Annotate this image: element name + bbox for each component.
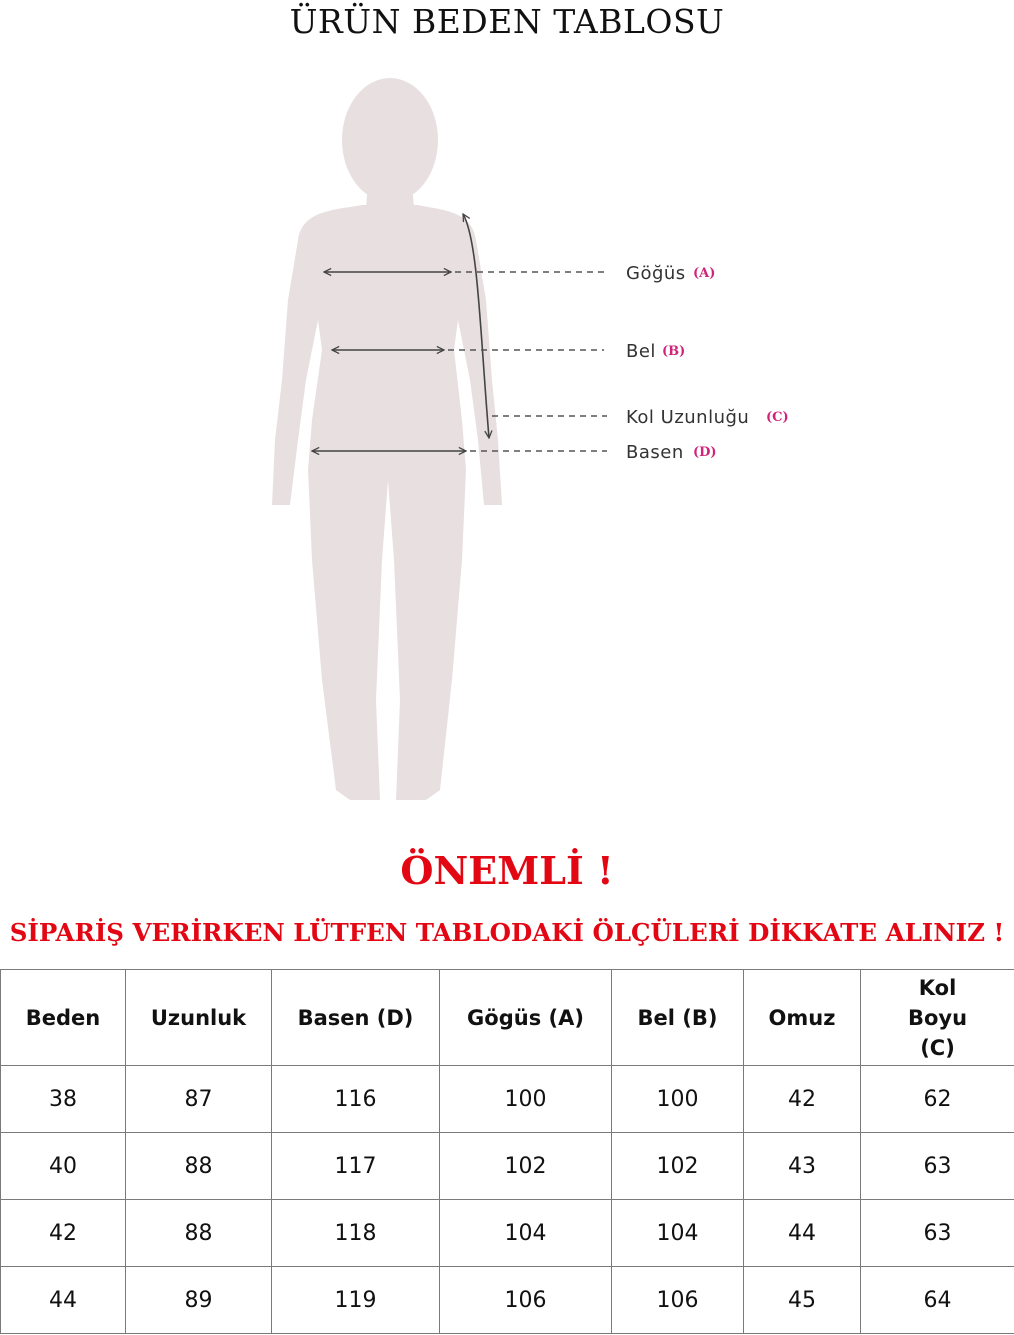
table-cell: 38 bbox=[1, 1066, 126, 1133]
table-cell: 45 bbox=[744, 1267, 861, 1334]
measurement-label: Göğüs bbox=[626, 263, 686, 284]
table-cell: 88 bbox=[126, 1133, 272, 1200]
body-measurement-figure bbox=[0, 60, 1014, 820]
table-cell: 104 bbox=[440, 1200, 612, 1267]
column-header: Basen (D) bbox=[272, 970, 440, 1066]
table-row bbox=[1, 1066, 1014, 1133]
column-header: Beden bbox=[1, 970, 126, 1066]
table-cell: 64 bbox=[861, 1267, 1014, 1334]
table-cell: 42 bbox=[744, 1066, 861, 1133]
table-cell: 42 bbox=[1, 1200, 126, 1267]
column-header: Omuz bbox=[744, 970, 861, 1066]
measurement-label: Basen bbox=[626, 442, 684, 463]
table-cell: 106 bbox=[440, 1267, 612, 1334]
table-cell: 87 bbox=[126, 1066, 272, 1133]
measurement-label: Kol Uzunluğu bbox=[626, 407, 750, 428]
measurement-label-bust bbox=[626, 263, 715, 284]
table-cell: 88 bbox=[126, 1200, 272, 1267]
measurement-code: (D) bbox=[693, 445, 717, 460]
measurement-label: Bel bbox=[626, 341, 656, 362]
table-row bbox=[1, 1267, 1014, 1334]
table-cell: 43 bbox=[744, 1133, 861, 1200]
page-title: ÜRÜN BEDEN TABLOSU bbox=[289, 2, 725, 41]
table-cell: 63 bbox=[861, 1133, 1014, 1200]
column-header: Kol Boyu (C) bbox=[861, 970, 1014, 1066]
table-cell: 102 bbox=[612, 1133, 744, 1200]
table-cell: 117 bbox=[272, 1133, 440, 1200]
measurement-code: (C) bbox=[766, 410, 789, 425]
column-header: Bel (B) bbox=[612, 970, 744, 1066]
table-row bbox=[1, 1133, 1014, 1200]
table-header-row bbox=[1, 970, 1014, 1066]
table-cell: 100 bbox=[440, 1066, 612, 1133]
table-cell: 40 bbox=[1, 1133, 126, 1200]
measurement-label-hip bbox=[626, 442, 717, 463]
female-silhouette bbox=[272, 78, 502, 800]
warning-text: SİPARİŞ VERİRKEN LÜTFEN TABLODAKİ ÖLÇÜLERİ DİKKATE ALINIZ ! bbox=[9, 918, 1005, 947]
table-row bbox=[1, 1200, 1014, 1267]
measurement-code: (A) bbox=[693, 266, 716, 281]
table-cell: 89 bbox=[126, 1267, 272, 1334]
measurement-label-sleeve bbox=[626, 407, 789, 428]
column-header: Gögüs (A) bbox=[440, 970, 612, 1066]
table-cell: 116 bbox=[272, 1066, 440, 1133]
table-cell: 102 bbox=[440, 1133, 612, 1200]
table-cell: 44 bbox=[744, 1200, 861, 1267]
table-cell: 62 bbox=[861, 1066, 1014, 1133]
size-table bbox=[0, 969, 1014, 1334]
measurement-label-waist bbox=[626, 341, 685, 362]
column-header: Uzunluk bbox=[126, 970, 272, 1066]
table-cell: 44 bbox=[1, 1267, 126, 1334]
table-cell: 104 bbox=[612, 1200, 744, 1267]
table-cell: 100 bbox=[612, 1066, 744, 1133]
table-cell: 118 bbox=[272, 1200, 440, 1267]
measurement-code: (B) bbox=[662, 344, 686, 359]
table-cell: 106 bbox=[612, 1267, 744, 1334]
important-heading: ÖNEMLİ ! bbox=[400, 848, 614, 893]
table-cell: 63 bbox=[861, 1200, 1014, 1267]
table-cell: 119 bbox=[272, 1267, 440, 1334]
